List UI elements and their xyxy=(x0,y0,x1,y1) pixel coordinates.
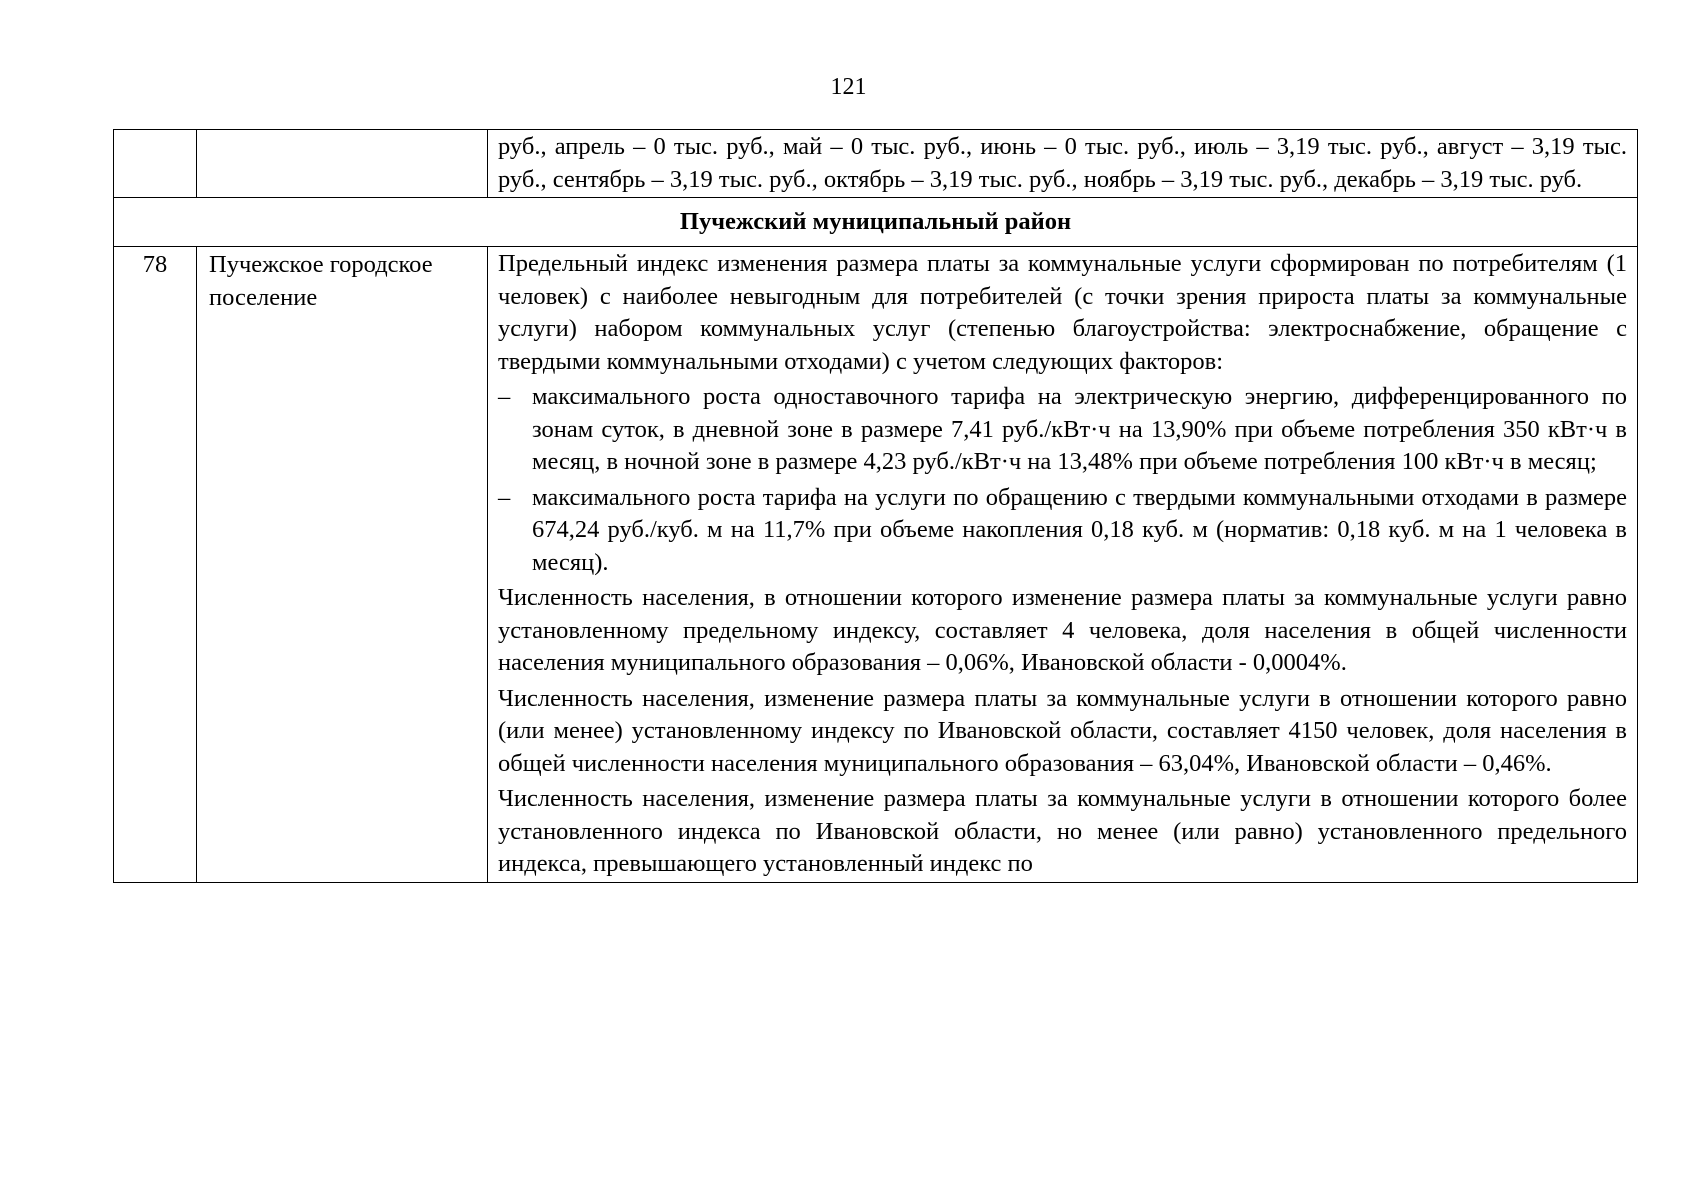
name-cell xyxy=(197,130,488,198)
continuation-text: руб., апрель – 0 тыс. руб., май – 0 тыс. руб., июнь – 0 тыс. руб., июль – 3,19 тыс. руб., август – 3,19 тыс. руб., сентябрь – 3,19 тыс. руб., октябрь – 3,19 тыс. руб., ноябрь – 3,19 тыс. руб., декабрь – 3,19 тыс. руб. xyxy=(498,133,1627,193)
bullet-text: максимального роста одноставочного тарифа на электрическую энергию, дифференцированного по зонам суток, в дневной зоне в размере 7,41 руб./кВт·ч на 13,90% при объеме потребления 350 кВт·ч в месяц, в ночной зоне в размере 4,23 руб./кВт·ч на 13,48% при объеме потребления 100 кВт·ч в месяц; xyxy=(532,383,1627,475)
row-name: Пучежское городское поселение xyxy=(197,247,488,883)
number-cell xyxy=(114,130,197,198)
row-number: 78 xyxy=(114,247,197,883)
description-cell xyxy=(488,130,1638,198)
document-table xyxy=(113,129,1638,883)
population-paragraph-2: Численность населения, изменение размера платы за коммунальные услуги в отношении которого равно (или менее) установленному индексу по Ивановской области, составляет 4150 человек, доля населения в общей численности населения муниципального образования – 63,04%, Ивановской области – 0,46%. xyxy=(498,684,1627,777)
population-paragraph-3: Численность населения, изменение размера платы за коммунальные услуги в отношении которого более установленного индекса по Ивановской области, но менее (или равно) установленного предельного индекса, превышающего установленный индекс по xyxy=(498,785,1627,877)
bullet-item xyxy=(498,381,1627,479)
dash-marker: – xyxy=(498,383,511,410)
row-description xyxy=(488,247,1638,883)
table-row xyxy=(114,247,1638,883)
page-number: 121 xyxy=(830,74,867,100)
section-row xyxy=(114,198,1638,247)
population-paragraph-1: Численность населения, в отношении которого изменение размера платы за коммунальные услуги равно установленному предельному индексу, составляет 4 человека, доля населения в общей численности населения муниципального образования – 0,06%, Ивановской области - 0,0004%. xyxy=(498,584,1627,676)
bullet-text: максимального роста тарифа на услуги по обращению с твердыми коммунальными отходами в размере 674,24 руб./куб. м на 11,7% при объеме накопления 0,18 куб. м (норматив: 0,18 куб. м на 1 человека в месяц). xyxy=(532,483,1627,576)
table-row-continuation xyxy=(114,130,1638,198)
intro-paragraph: Предельный индекс изменения размера платы за коммунальные услуги сформирован по потребителям (1 человек) с наиболее невыгодным для потребителей (с точки зрения прироста платы за коммунальные услуги) набором коммунальных услуг (степенью благоустройства: электроснабжение, обращение с твердыми коммунальными отходами) с учетом следующих факторов: xyxy=(498,250,1627,375)
section-title: Пучежский муниципальный район xyxy=(114,198,1638,247)
bullet-item xyxy=(498,482,1627,580)
dash-marker: – xyxy=(498,483,511,511)
